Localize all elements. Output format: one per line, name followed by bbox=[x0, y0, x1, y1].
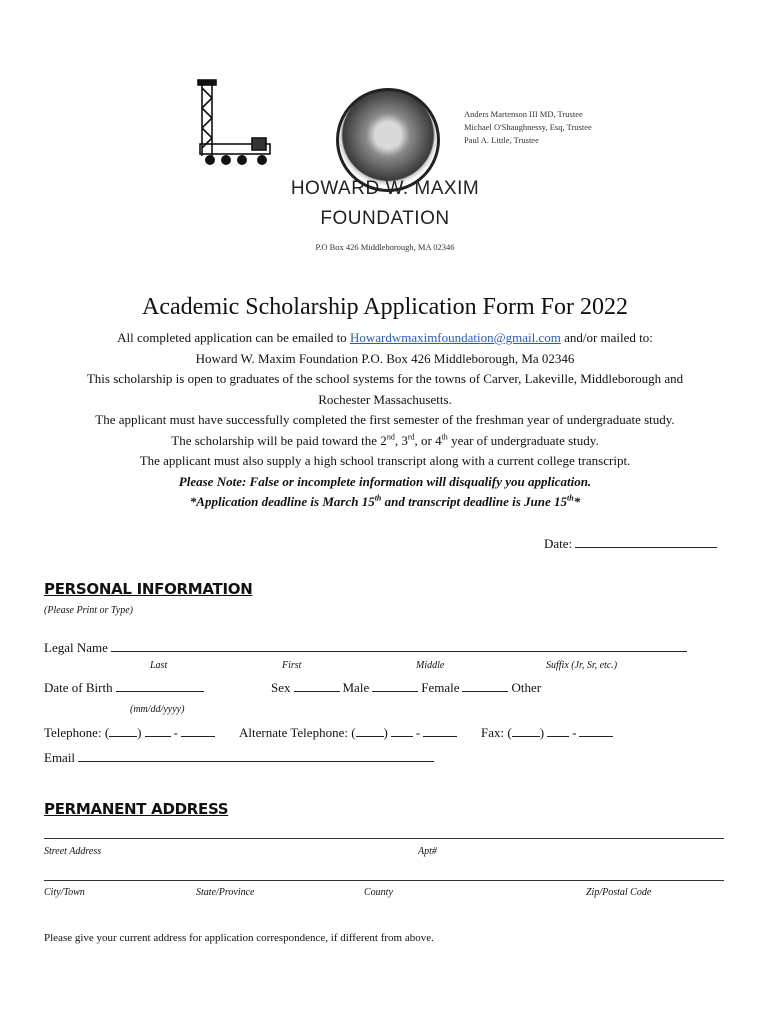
telephone-field bbox=[44, 725, 218, 741]
deadline-line bbox=[40, 492, 730, 513]
fax-paren-close: ) bbox=[539, 725, 545, 740]
alt-telephone-prefix-input[interactable] bbox=[391, 735, 413, 737]
deadline-mid: and transcript deadline is June 15 bbox=[381, 494, 568, 509]
name-part-suffix: Suffix (Jr, Sr, etc.) bbox=[546, 660, 618, 671]
email-input[interactable] bbox=[78, 760, 434, 762]
deadline-prefix: *Application deadline is March 15 bbox=[189, 494, 375, 509]
sex-option-female: Female bbox=[421, 680, 460, 695]
name-part-last: Last bbox=[150, 660, 168, 671]
street-address-label: Street Address bbox=[44, 846, 102, 857]
email-prefix: All completed application can be emailed to bbox=[117, 330, 350, 345]
address-footer-note: Please give your current address for application correspondence, if different from above. bbox=[44, 932, 434, 944]
fax-label: Fax: bbox=[481, 725, 505, 740]
foundation-name-line1: HOWARD W. MAXIM bbox=[290, 178, 480, 199]
date-input[interactable] bbox=[575, 546, 717, 548]
legal-name-label: Legal Name bbox=[44, 640, 108, 655]
sex-other-input[interactable] bbox=[462, 690, 508, 692]
date-field bbox=[544, 536, 720, 552]
email-label: Email bbox=[44, 750, 76, 765]
payment-mid1: , 3 bbox=[394, 432, 408, 448]
email-suffix: and/or mailed to: bbox=[560, 330, 653, 345]
street-address-input[interactable] bbox=[44, 838, 724, 839]
deadline-sup-2: th bbox=[567, 493, 574, 503]
sex-male-input[interactable] bbox=[294, 690, 340, 692]
note-line: Please Note: False or incomplete information will disqualify you application. bbox=[178, 473, 592, 489]
email-field bbox=[44, 750, 437, 766]
telephone-prefix-input[interactable] bbox=[145, 735, 171, 737]
drilling-rig-logo bbox=[190, 78, 280, 170]
telephone-number-input[interactable] bbox=[181, 735, 215, 737]
permanent-address-heading: PERMANENT ADDRESS bbox=[44, 800, 229, 818]
dob-input[interactable] bbox=[116, 690, 204, 692]
city-label: City/Town bbox=[44, 887, 85, 898]
alt-telephone-number-input[interactable] bbox=[423, 735, 457, 737]
deadline-sup-1: th bbox=[374, 493, 382, 503]
instructions bbox=[40, 328, 730, 513]
payment-prefix: The scholarship will be paid toward the 2 bbox=[171, 432, 387, 448]
alt-telephone-paren-open: ( bbox=[351, 725, 356, 740]
page-title: Academic Scholarship Application Form For 2022 bbox=[142, 294, 628, 320]
payment-suffix: year of undergraduate study. bbox=[447, 432, 599, 448]
dob-label: Date of Birth bbox=[44, 680, 113, 695]
sup-th: th bbox=[441, 432, 448, 442]
dob-field bbox=[44, 680, 207, 696]
telephone-paren-close: ) bbox=[137, 725, 142, 740]
trustees-list bbox=[464, 108, 592, 147]
city-state-county-zip-input[interactable] bbox=[44, 880, 724, 881]
fax-prefix-input[interactable] bbox=[547, 735, 569, 737]
trustee-1: Anders Martenson III MD, Trustee bbox=[464, 109, 583, 119]
telephone-area-input[interactable] bbox=[109, 735, 137, 737]
alt-telephone-field bbox=[239, 725, 460, 741]
fax-field bbox=[481, 725, 616, 741]
transcript-line: The applicant must also supply a high school transcript along with a current college transcript. bbox=[139, 453, 631, 468]
dob-format: (mm/dd/yyyy) bbox=[130, 704, 185, 715]
eligibility-line-2: Rochester Massachusetts. bbox=[318, 391, 452, 407]
alt-telephone-area-input[interactable] bbox=[356, 735, 384, 737]
payment-line bbox=[40, 431, 730, 452]
sup-rd: rd bbox=[407, 432, 415, 442]
alt-telephone-paren-close: ) bbox=[383, 725, 388, 740]
personal-info-heading: PERSONAL INFORMATION bbox=[44, 580, 253, 598]
telephone-paren-open: ( bbox=[104, 725, 110, 740]
trustee-2: Michael O'Shaughnessy, Esq, Trustee bbox=[464, 122, 592, 132]
alt-telephone-dash: - bbox=[415, 725, 421, 740]
sex-option-other: Other bbox=[511, 680, 542, 695]
payment-mid2: , or 4 bbox=[414, 432, 442, 448]
foundation-address: P.O Box 426 Middleborough, MA 02346 bbox=[315, 242, 455, 252]
telephone-dash: - bbox=[173, 725, 178, 740]
fax-area-input[interactable] bbox=[512, 735, 540, 737]
legal-name-input[interactable] bbox=[111, 650, 687, 652]
eligibility-line-1: This scholarship is open to graduates of the school systems for the towns of Carver, Lakeville, Middleborough and bbox=[86, 371, 684, 386]
apt-label: Apt# bbox=[418, 846, 437, 857]
name-part-first: First bbox=[282, 660, 302, 671]
sex-option-male: Male bbox=[342, 680, 370, 695]
foundation-name-line2: FOUNDATION bbox=[320, 208, 450, 229]
zip-label: Zip/Postal Code bbox=[586, 887, 652, 898]
date-label: Date: bbox=[544, 536, 573, 551]
requirement-line: The applicant must have successfully completed the first semester of the freshman year of undergraduate study. bbox=[95, 412, 675, 427]
fax-dash: - bbox=[572, 725, 577, 740]
foundation-name bbox=[0, 174, 770, 234]
name-part-middle: Middle bbox=[416, 660, 445, 671]
personal-info-subheading: (Please Print or Type) bbox=[44, 605, 133, 616]
alt-telephone-label: Alternate Telephone: bbox=[239, 725, 348, 740]
email-line bbox=[40, 328, 730, 349]
email-link[interactable]: Howardwmaximfoundation@gmail.com bbox=[349, 330, 561, 345]
telephone-label: Telephone: bbox=[44, 725, 102, 740]
legal-name-field bbox=[44, 640, 690, 656]
fax-paren-open: ( bbox=[507, 725, 512, 740]
sex-female-input[interactable] bbox=[372, 690, 418, 692]
mail-address: Howard W. Maxim Foundation P.O. Box 426 Middleborough, Ma 02346 bbox=[195, 350, 575, 366]
county-label: County bbox=[364, 887, 393, 898]
sex-label: Sex bbox=[271, 680, 291, 695]
trustee-3: Paul A. Little, Trustee bbox=[464, 135, 539, 145]
deadline-suffix: * bbox=[573, 494, 581, 509]
sex-field bbox=[271, 680, 541, 696]
state-label: State/Province bbox=[196, 887, 255, 898]
fax-number-input[interactable] bbox=[579, 735, 613, 737]
sup-nd: nd bbox=[386, 432, 395, 442]
